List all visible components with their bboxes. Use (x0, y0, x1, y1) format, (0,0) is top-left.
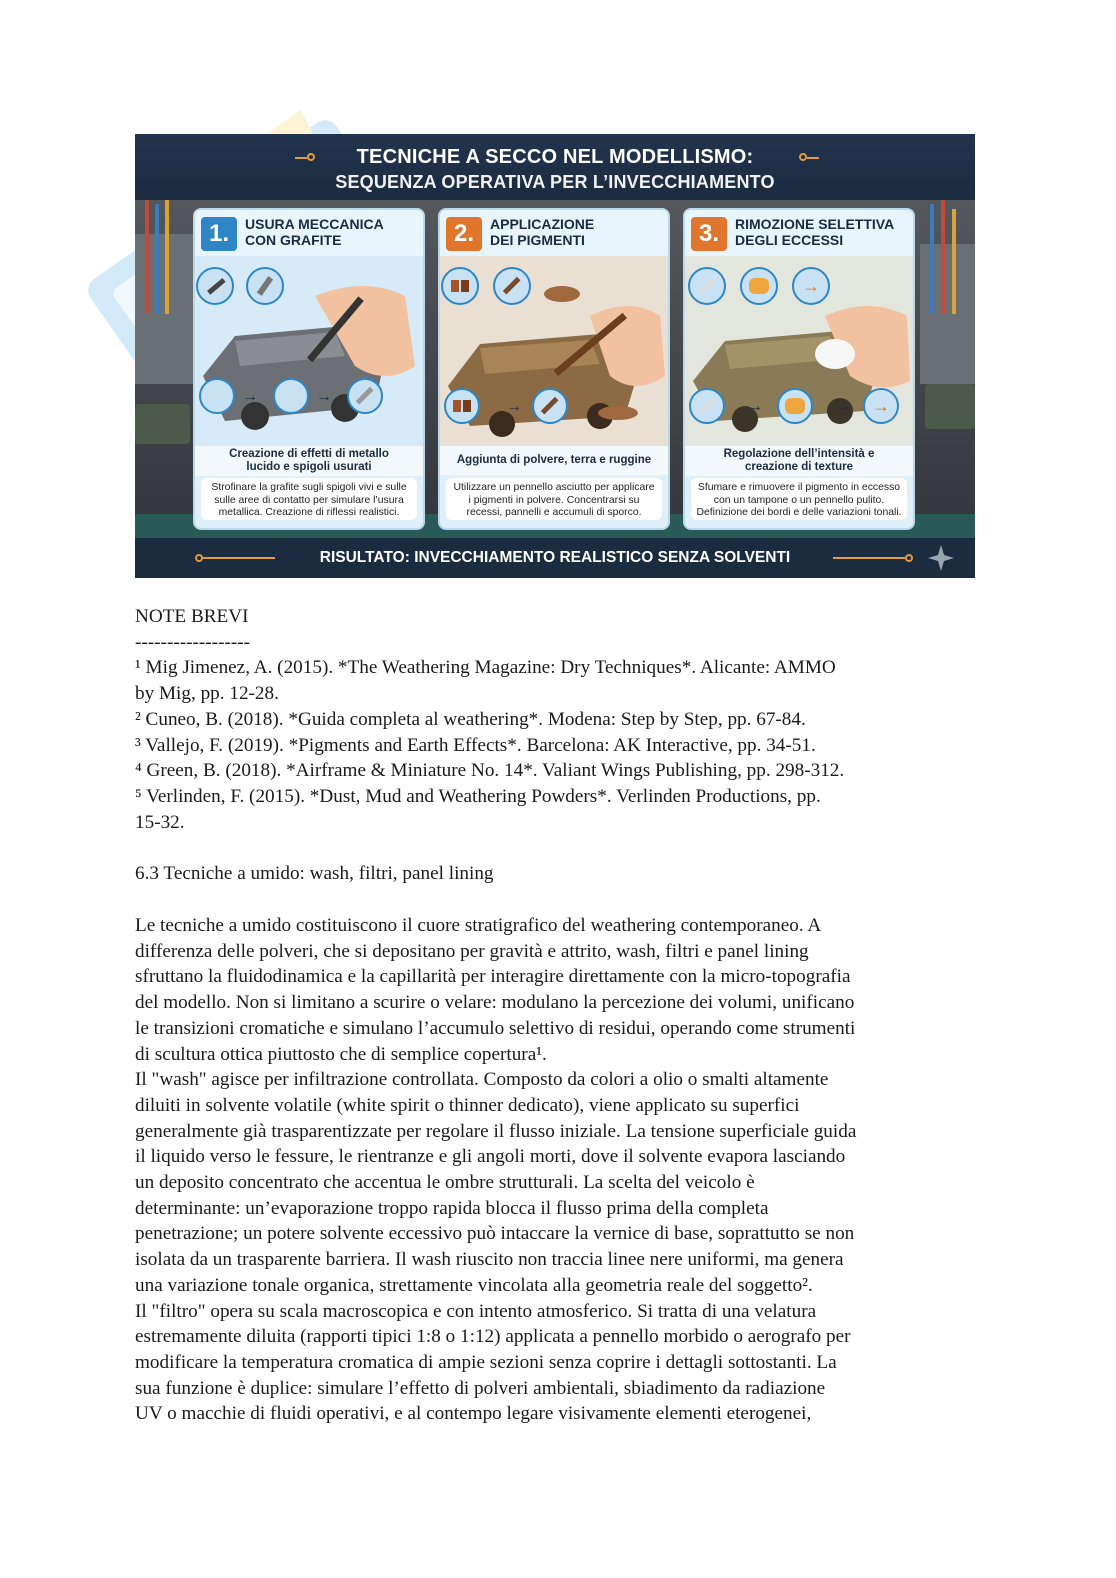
panel-header (440, 210, 668, 256)
panel-title (490, 216, 664, 248)
body-line: generalmente già trasparentizzate per regolare il flusso iniziale. La tensione superficiale guida (135, 1120, 857, 1142)
graphite-tip-icon (200, 379, 234, 413)
body-line: sfruttano la fluidodinamica e la capillarità per interagire direttamente con la micro-topografia (135, 966, 851, 988)
body-line: Le tecniche a umido costituiscono il cuore stratigrafico del weathering contemporaneo. A (135, 915, 822, 936)
cotton-pad (815, 339, 855, 369)
body-line: Il "filtro" opera su scala macroscopica e con intento atmosferico. Si tratta di una velatura (135, 1300, 817, 1322)
footer-line-right (833, 557, 905, 559)
body-line: un deposito concentrato che accentua le ombre strutturali. La scelta del veicolo è (135, 1172, 755, 1194)
notes-heading: NOTE BREVI (135, 606, 249, 627)
note-line: ² Cuneo, B. (2018). *Guida completa al weathering*. Modena: Step by Step, pp. 67-84. (135, 708, 806, 730)
footer-dot-right (905, 554, 913, 562)
body-line: UV o macchie di fluidi operativi, e al contempo legare visivamente elementi eterogenei, (135, 1403, 812, 1425)
panel-caption (685, 446, 913, 476)
note-line: ⁴ Green, B. (2018). *Airframe & Miniature No. 14*. Valiant Wings Publishing, pp. 298-312. (135, 760, 845, 782)
notes-section (135, 604, 985, 835)
description-line: Definizione dei bordi e delle variazioni tonali. (696, 507, 902, 518)
body-line: modificare la temperatura cromatica di ampie sezioni senza coprire i dettagli sottostanti. La (135, 1351, 837, 1373)
panel-title-line: DEGLI ECCESSI (735, 232, 844, 248)
notes-separator: ------------------ (135, 631, 251, 653)
panel-title-line: DEI PIGMENTI (490, 232, 585, 248)
section-body (135, 913, 985, 1427)
body-line: sua funzione è duplice: simulare l’effetto di polveri ambientali, sbiadimento da radiazione (135, 1377, 826, 1399)
note-line: by Mig, pp. 12-28. (135, 683, 279, 705)
body-line: diluiti in solvente volatile (white spirit o thinner dedicato), viene applicato su superfici (135, 1094, 800, 1116)
panel-title-line: CON GRAFITE (245, 232, 342, 248)
header-line-right (807, 157, 819, 159)
pigment-jars-icon (442, 268, 478, 304)
step-panel-graphite (193, 208, 425, 530)
panel-title-line: USURA MECCANICA (245, 216, 384, 232)
infographic-subtitle: SEQUENZA OPERATIVA PER L’INVECCHIAMENTO (335, 172, 775, 192)
step-number: 3. (691, 217, 727, 251)
step-number: 1. (201, 217, 237, 251)
note-line: ³ Vallejo, F. (2019). *Pigments and Earth Effects*. Barcelona: AK Interactive, pp. 34-51. (135, 734, 816, 756)
svg-text:→: → (802, 276, 820, 296)
arrow-icon: → (747, 398, 763, 415)
description-line: Strofinare la grafite sugli spigoli vivi e sulle (211, 482, 407, 493)
body-line: isolata da un trasparente barriera. Il wash riuscito non traccia linee nere uniformi, ma genera (135, 1249, 844, 1271)
note-line: ¹ Mig Jimenez, A. (2015). *The Weathering Magazine: Dry Techniques*. Alicante: AMMO (135, 657, 836, 679)
description-line: Utilizzare un pennello asciutto per applicare (453, 482, 655, 493)
panel-description (446, 478, 662, 520)
description-line: Sfumare e rimuovere il pigmento in eccesso (697, 482, 901, 493)
panel-title (245, 216, 419, 248)
body-line: una variazione tonale organica, strettamente vincolata alla geometria reale del soggetto². (135, 1274, 813, 1296)
header-dot-right (799, 153, 807, 161)
body-line: del modello. Non si limitano a scurire o velare: modulano la percezione dei volumi, unificano (135, 992, 855, 1014)
pigment-pile (598, 406, 638, 420)
body-line: Il "wash" agisce per infiltrazione controllata. Composto da colori a olio o smalti altamente (135, 1069, 829, 1091)
panel-header (195, 210, 423, 256)
note-line: ⁵ Verlinden, F. (2015). *Dust, Mud and Weathering Powders*. Verlinden Productions, pp. (135, 785, 821, 807)
arrow-icon: → (316, 388, 332, 405)
panel-description (201, 478, 417, 520)
caption-line: creazione di texture (744, 461, 853, 473)
infographic-header (135, 134, 975, 200)
pigment-jars-icon (445, 389, 479, 423)
section-heading: 6.3 Tecniche a umido: wash, filtri, panel lining (135, 863, 494, 884)
caption-line: Aggiunta di polvere, terra e ruggine (456, 454, 652, 466)
panel-title-line: RIMOZIONE SELETTIVA (735, 216, 895, 232)
footer-line-left (203, 557, 275, 559)
body-line: differenza delle polveri, che si depositano per gravità e attrito, wash, filtri e panel lining (135, 940, 809, 962)
description-line: metallica. Creazione di riflessi realistici. (218, 507, 400, 518)
pigments-illustration (440, 256, 668, 446)
body-line: determinante: un’evaporazione troppo rapida blocca il flusso prima della completa (135, 1197, 769, 1219)
body-line: le transizioni cromatiche e simulano l’accumulo selettivo di residui, operando come strumenti (135, 1017, 856, 1039)
caption-line: Creazione di effetti di metallo (229, 448, 389, 460)
description-line: con un tampone o un pennello pulito. (713, 494, 885, 506)
sparkle-icon (927, 544, 955, 572)
footer-dot-left (195, 554, 203, 562)
blending-stump-icon (274, 379, 308, 413)
infographic-footer (135, 538, 975, 578)
arrow-icon: → (242, 388, 258, 405)
panel-caption (195, 446, 423, 476)
step-panel-removal (683, 208, 915, 530)
body-line: il liquido verso le fessure, le rientranze e gli angoli morti, dove il solvente evapora lasciando (135, 1146, 846, 1168)
pigment-pile (544, 286, 580, 302)
panel-description (691, 478, 907, 520)
step-number: 2. (446, 217, 482, 251)
description-line: sulle aree di contatto per simulare l’usura (214, 494, 404, 506)
description-line: i pigmenti in polvere. Concentrarsi su (468, 494, 640, 506)
panel-header (685, 210, 913, 256)
body-line: di scultura ottica piuttosto che di semplice copertura¹. (135, 1043, 547, 1065)
svg-text:→: → (872, 396, 890, 416)
caption-line: Regolazione dell’intensità e (723, 448, 875, 460)
footer-result-text: RISULTATO: INVECCHIAMENTO REALISTICO SENZA SOLVENTI (319, 549, 791, 566)
description-line: recessi, pannelli e accumuli di sporco. (466, 507, 642, 518)
note-line: 15-32. (135, 811, 185, 833)
section-heading-block (135, 861, 985, 887)
arrow-icon: → (506, 398, 522, 415)
panel-title-line: APPLICAZIONE (490, 216, 595, 232)
arrow-icon: → (835, 398, 851, 415)
graphite-illustration (195, 256, 423, 446)
panel-caption (440, 446, 668, 475)
infographic-title: TECNICHE A SECCO NEL MODELLISMO: (356, 146, 754, 168)
step-panel-pigments (438, 208, 670, 530)
removal-illustration (685, 256, 913, 446)
infographic (135, 134, 975, 578)
panel-title (735, 216, 909, 248)
body-line: estremamente diluita (rapporti tipici 1:8 o 1:12) applicata a pennello morbido o aerografo per (135, 1326, 851, 1348)
body-line: penetrazione; un potere solvente eccessivo può intaccare la vernice di base, soprattutto se non (135, 1223, 855, 1245)
caption-line: lucido e spigoli usurati (246, 461, 372, 473)
